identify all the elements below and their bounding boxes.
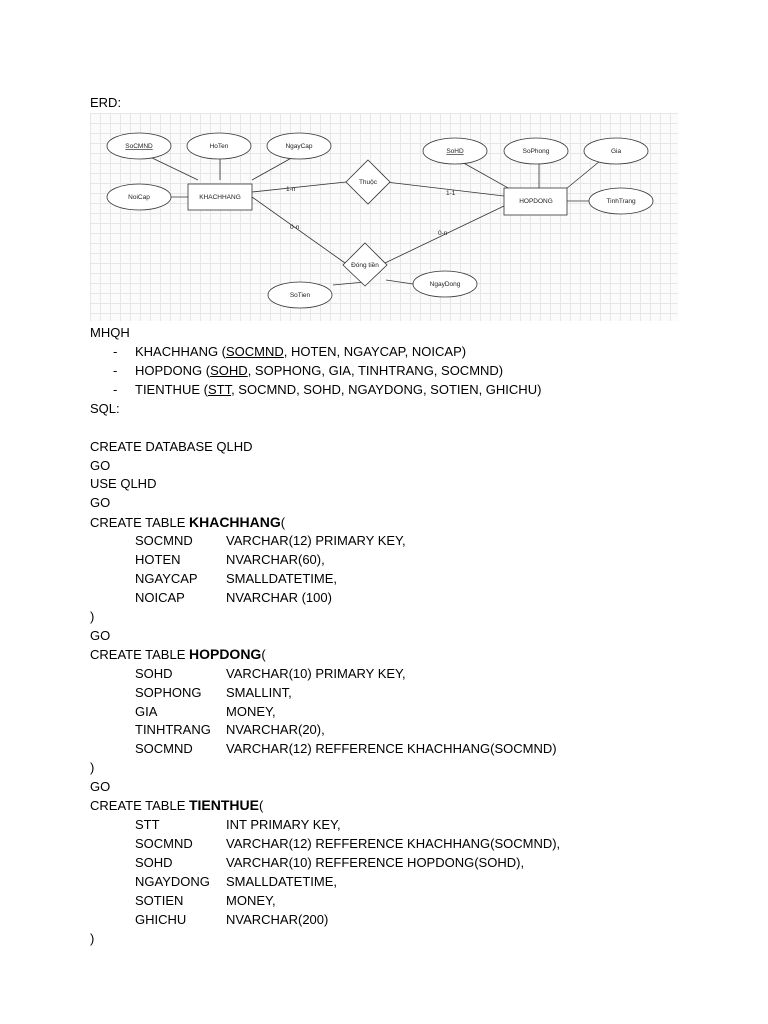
attr-ngaydong-label: NgayDong xyxy=(429,281,461,288)
column-name: TINHTRANG xyxy=(135,722,211,737)
rel-dongtien-label: Đóng tiền xyxy=(351,262,379,269)
relation-rest: , SOCMND, SOHD, NGAYDONG, SOTIEN, GHICHU) xyxy=(231,382,542,397)
column-type: NVARCHAR(200) xyxy=(226,912,329,927)
attr-gia-label: Gia xyxy=(610,148,622,155)
card-kh-dong: 0-n xyxy=(290,224,300,231)
open-paren: ( xyxy=(280,515,286,530)
relation-prefix: KHACHHANG ( xyxy=(135,344,227,359)
erd-heading: ERD: xyxy=(90,95,122,110)
sql-create-table-hopdong xyxy=(90,646,266,663)
column-type: VARCHAR(12) REFFERENCE KHACHHANG(SOCMND), xyxy=(226,836,561,851)
column-name: GIA xyxy=(135,704,158,719)
attr-noicap-label: NoiCap xyxy=(128,194,150,201)
edge-kh-thuoc xyxy=(252,182,346,192)
attr-sohd-label: SoHD xyxy=(446,148,464,155)
column-name: SOCMND xyxy=(135,533,193,548)
edge-sotien xyxy=(333,282,365,285)
sql-go: GO xyxy=(90,779,111,794)
bullet-marker: - xyxy=(113,363,118,378)
table-name: KHACHHANG xyxy=(188,514,281,530)
attr-socmnd-label: SoCMND xyxy=(125,143,153,150)
sql-create-table-tienthue xyxy=(90,797,263,814)
column-name: SOHD xyxy=(135,666,173,681)
entity-khachhang-label: KHACHHANG xyxy=(199,194,241,201)
attr-hoten-label: HoTen xyxy=(209,143,229,150)
sql-create-database: CREATE DATABASE QLHD xyxy=(90,439,253,454)
column-name: HOTEN xyxy=(135,552,181,567)
column-type: INT PRIMARY KEY, xyxy=(226,817,341,832)
rel-thuoc-label: Thuộc xyxy=(358,179,378,186)
column-name: SOCMND xyxy=(135,741,193,756)
entity-hopdong-label: HOPDONG xyxy=(519,198,553,205)
sql-go: GO xyxy=(90,495,111,510)
create-table-keyword: CREATE TABLE xyxy=(90,798,189,813)
edge-sohd xyxy=(460,161,510,189)
column-name: SOCMND xyxy=(135,836,193,851)
close-paren: ) xyxy=(90,931,95,946)
column-type: VARCHAR(12) PRIMARY KEY, xyxy=(226,533,406,548)
relation-prefix: TIENTHUE ( xyxy=(135,382,208,397)
relation-khachhang xyxy=(135,344,466,360)
card-kh-thuoc: 1-n xyxy=(286,186,296,193)
edge-gia xyxy=(566,161,600,189)
edge-socmnd xyxy=(148,156,198,180)
relation-rest: , HOTEN, NGAYCAP, NOICAP) xyxy=(283,344,467,359)
column-name: NGAYCAP xyxy=(135,571,198,586)
card-thuoc-hd: 1-1 xyxy=(446,190,456,197)
relation-tienthue xyxy=(135,382,541,398)
column-type: VARCHAR(10) REFFERENCE HOPDONG(SOHD), xyxy=(226,855,525,870)
attr-ngaycap-label: NgayCap xyxy=(285,143,313,150)
erd-svg xyxy=(90,113,678,321)
mhqh-heading: MHQH xyxy=(90,325,130,340)
column-name: SOTIEN xyxy=(135,893,184,908)
column-name: NGAYDONG xyxy=(135,874,210,889)
open-paren: ( xyxy=(261,647,266,662)
sql-create-table-khachhang xyxy=(90,514,285,531)
create-table-keyword: CREATE TABLE xyxy=(90,515,189,530)
table-name: HOPDONG xyxy=(188,646,262,662)
close-paren: ) xyxy=(90,609,95,624)
column-type: SMALLDATETIME, xyxy=(226,874,338,889)
attr-sotien-label: SoTien xyxy=(289,292,311,299)
relation-prefix: HOPDONG ( xyxy=(135,363,211,378)
column-type: SMALLDATETIME, xyxy=(226,571,338,586)
create-table-keyword: CREATE TABLE xyxy=(90,647,189,662)
bullet-marker: - xyxy=(113,344,118,359)
table-name: TIENTHUE xyxy=(188,797,259,813)
column-name: SOHD xyxy=(135,855,173,870)
edge-ngaycap xyxy=(252,156,295,180)
column-type: NVARCHAR (100) xyxy=(226,590,332,605)
column-type: MONEY, xyxy=(226,704,276,719)
edge-thuoc-hd xyxy=(386,182,504,196)
column-type: VARCHAR(12) REFFERENCE KHACHHANG(SOCMND) xyxy=(226,741,557,756)
open-paren: ( xyxy=(258,798,264,813)
edge-ngaydong xyxy=(386,280,413,284)
sql-use-database: USE QLHD xyxy=(90,476,157,491)
attr-tinhtrang-label: TinhTrang xyxy=(606,198,636,205)
attr-sophong-label: SoPhong xyxy=(522,148,550,155)
column-type: MONEY, xyxy=(226,893,276,908)
column-name: NOICAP xyxy=(135,590,185,605)
column-type: SMALLINT, xyxy=(226,685,292,700)
column-name: GHICHU xyxy=(135,912,187,927)
column-name: STT xyxy=(135,817,160,832)
column-type: NVARCHAR(20), xyxy=(226,722,325,737)
sql-heading: SQL: xyxy=(90,401,120,416)
sql-go: GO xyxy=(90,458,111,473)
close-paren: ) xyxy=(90,760,95,775)
bullet-marker: - xyxy=(113,382,118,397)
sql-go: GO xyxy=(90,628,111,643)
column-type: VARCHAR(10) PRIMARY KEY, xyxy=(226,666,406,681)
column-type: NVARCHAR(60), xyxy=(226,552,325,567)
erd-diagram xyxy=(90,113,678,321)
relation-key: STT xyxy=(207,382,232,397)
card-hd-dong: 0-n xyxy=(438,230,448,237)
relation-rest: , SOPHONG, GIA, TINHTRANG, SOCMND) xyxy=(247,363,504,378)
column-name: SOPHONG xyxy=(135,685,202,700)
relation-key: SOCMND xyxy=(226,344,284,359)
relation-key: SOHD xyxy=(210,363,248,378)
relation-hopdong xyxy=(135,363,503,379)
